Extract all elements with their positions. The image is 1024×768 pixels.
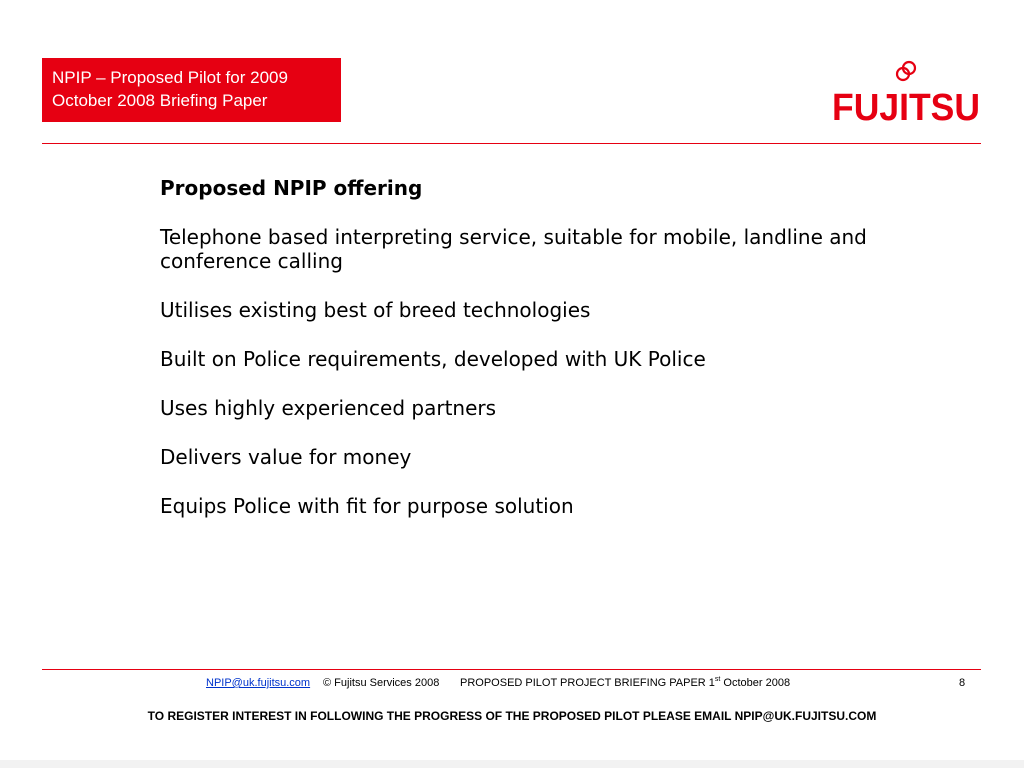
offering-item: Uses highly experienced partners — [160, 396, 497, 420]
footer-copyright: © Fujitsu Services 2008 — [323, 677, 440, 689]
register-interest-notice: TO REGISTER INTEREST IN FOLLOWING THE PROGRESS OF THE PROPOSED PILOT PLEASE EMAIL NPIP@UK.FUJITSU.COM — [147, 709, 877, 723]
paper-title-text: PROPOSED PILOT PROJECT BRIEFING PAPER 1 — [460, 677, 715, 689]
title-box — [42, 58, 341, 122]
offering-item: Built on Police requirements, developed with UK Police — [160, 347, 706, 371]
footer-email-link[interactable]: NPIP@uk.fujitsu.com — [206, 677, 311, 689]
footer-paper-title — [460, 676, 790, 690]
logo-text: FUJITSU — [832, 87, 980, 129]
offering-item: Delivers value for money — [160, 445, 412, 469]
title-line-1: NPIP – Proposed Pilot for 2009 — [52, 68, 288, 87]
paper-title-date: October 2008 — [720, 677, 791, 689]
footer-divider — [42, 669, 981, 670]
bottom-band — [0, 760, 1024, 768]
footer — [0, 676, 1024, 690]
offering-item: Utilises existing best of breed technologies — [160, 298, 591, 322]
slide-content — [160, 176, 880, 543]
content-heading: Proposed NPIP offering — [160, 176, 423, 200]
paper-title-ordinal: st — [714, 676, 721, 683]
offering-item: Equips Police with fit for purpose solution — [160, 494, 574, 518]
title-line-2: October 2008 Briefing Paper — [52, 91, 268, 110]
header-divider — [42, 143, 981, 144]
offering-item: Telephone based interpreting service, suitable for mobile, landline and conference calling — [160, 225, 867, 273]
fujitsu-logo — [830, 58, 982, 136]
page-number: 8 — [959, 677, 966, 689]
